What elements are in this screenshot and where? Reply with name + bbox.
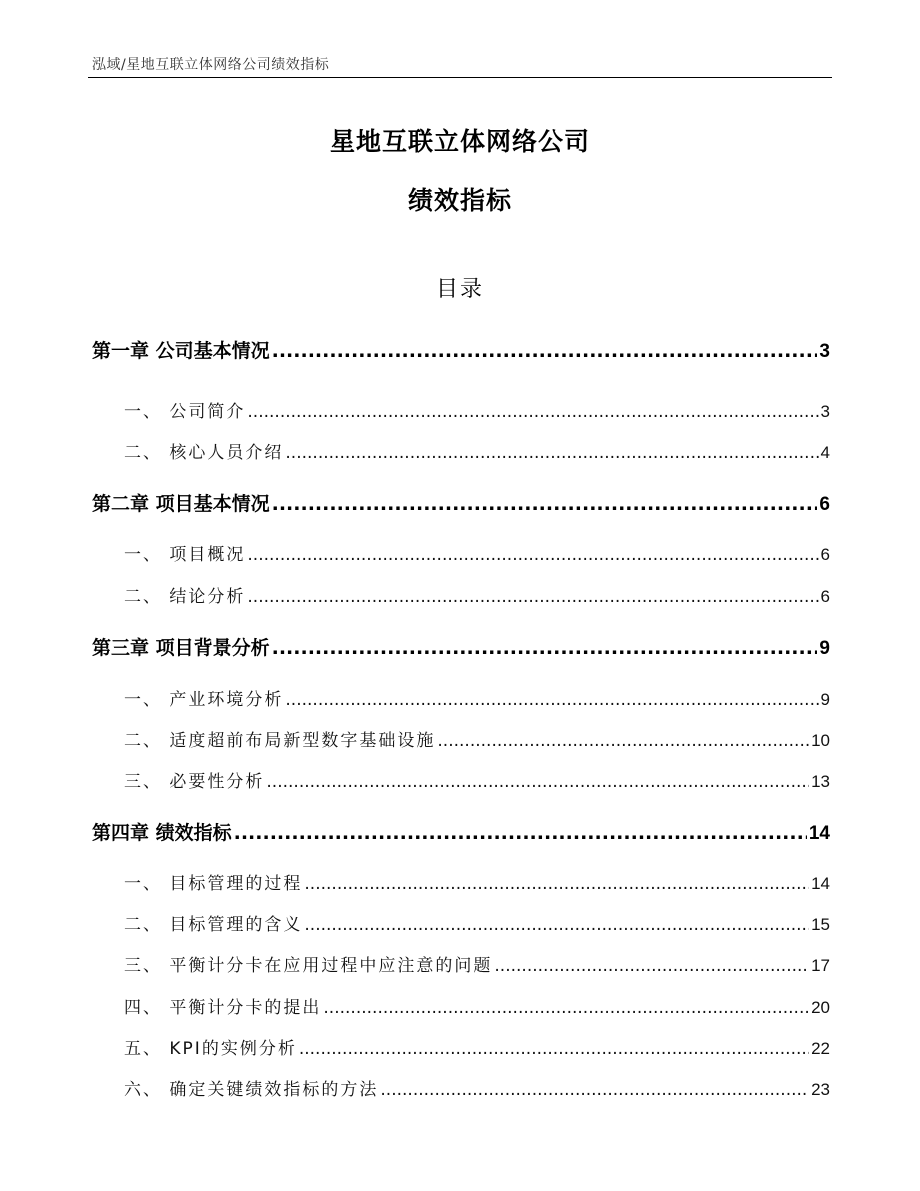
toc-entry-page-number: 3 (820, 402, 830, 421)
toc-entry-page-number: 9 (819, 638, 830, 659)
toc-entry-label: 一、 目标管理的过程 (124, 874, 303, 894)
toc-section-entry[interactable] (92, 951, 830, 976)
document-title: 星地互联立体网络公司 (329, 127, 590, 156)
toc-entry-label: 一、 公司简介 (124, 402, 246, 422)
toc-leader-dots (304, 874, 809, 894)
toc-entry-label: 第三章 项目背景分析 (92, 637, 270, 659)
toc-section-entry[interactable] (92, 1034, 830, 1059)
toc-section-entry[interactable] (92, 993, 830, 1018)
toc-leader-dots (272, 637, 818, 659)
toc-leader-dots (323, 998, 809, 1018)
toc-entry-page-number: 6 (820, 545, 830, 564)
toc-entry-label: 二、 适度超前布局新型数字基础设施 (124, 731, 436, 751)
toc-leader-dots (304, 915, 809, 935)
toc-leader-dots (266, 772, 809, 792)
toc-leader-dots (272, 340, 818, 362)
toc-entry-label: 二、 核心人员介绍 (124, 443, 284, 463)
toc-leader-dots (285, 443, 818, 463)
toc-leader-dots (247, 402, 818, 422)
header-divider (88, 77, 832, 78)
toc-entry-page-number: 13 (811, 772, 830, 791)
toc-entry-page-number: 10 (811, 731, 830, 750)
toc-leader-dots (272, 493, 818, 515)
toc-entry-page-number: 23 (811, 1080, 830, 1099)
toc-chapter-entry[interactable] (92, 633, 830, 660)
toc-section-entry[interactable] (92, 540, 830, 565)
toc-leader-dots (380, 1080, 809, 1100)
toc-section-entry[interactable] (92, 685, 830, 710)
toc-leader-dots (247, 545, 818, 565)
running-header: 泓域/星地互联立体网络公司绩效指标 (92, 57, 330, 73)
toc-section-entry[interactable] (92, 910, 830, 935)
toc-section-entry[interactable] (92, 726, 830, 751)
toc-entry-page-number: 22 (811, 1039, 830, 1058)
toc-section-entry[interactable] (92, 1075, 830, 1100)
toc-entry-page-number: 14 (811, 874, 830, 893)
toc-entry-label: 一、 项目概况 (124, 545, 246, 565)
toc-entry-page-number: 6 (820, 587, 830, 606)
toc-leader-dots (299, 1039, 809, 1059)
toc-section-entry[interactable] (92, 582, 830, 607)
toc-leader-dots (494, 956, 809, 976)
toc-entry-label: 六、 确定关键绩效指标的方法 (124, 1080, 379, 1100)
toc-leader-dots (234, 822, 807, 844)
toc-entry-label: 三、 必要性分析 (124, 772, 265, 792)
toc-entry-page-number: 4 (820, 443, 830, 462)
toc-leader-dots (437, 731, 809, 751)
toc-chapter-entry[interactable] (92, 489, 830, 516)
toc-section-entry[interactable] (92, 869, 830, 894)
toc-entry-page-number: 20 (811, 998, 830, 1017)
toc-chapter-entry[interactable] (92, 818, 830, 845)
toc-entry-page-number: 15 (811, 915, 830, 934)
toc-entry-label: 三、 平衡计分卡在应用过程中应注意的问题 (124, 956, 493, 976)
toc-heading: 目录 (435, 277, 484, 302)
toc-entry-label: 第一章 公司基本情况 (92, 340, 270, 362)
toc-entry-label: 二、 结论分析 (124, 587, 246, 607)
toc-entry-page-number: 6 (819, 494, 830, 515)
toc-leader-dots (285, 690, 818, 710)
toc-entry-label: 二、 目标管理的含义 (124, 915, 303, 935)
toc-entry-label: 第四章 绩效指标 (92, 822, 232, 844)
toc-entry-label: 一、 产业环境分析 (124, 690, 284, 710)
toc-entry-page-number: 14 (808, 823, 830, 844)
toc-entry-page-number: 3 (819, 341, 830, 362)
toc-chapter-entry[interactable] (92, 336, 830, 363)
document-subtitle: 绩效指标 (407, 186, 512, 215)
toc-entry-label: 五、 KPI的实例分析 (124, 1039, 297, 1059)
toc-section-entry[interactable] (92, 767, 830, 792)
toc-entry-page-number: 17 (811, 956, 830, 975)
toc-section-entry[interactable] (92, 438, 830, 463)
toc-entry-label: 四、 平衡计分卡的提出 (124, 998, 322, 1018)
toc-section-entry[interactable] (92, 397, 830, 422)
toc-leader-dots (247, 587, 818, 607)
toc-entry-page-number: 9 (820, 690, 830, 709)
toc-entry-label: 第二章 项目基本情况 (92, 493, 270, 515)
